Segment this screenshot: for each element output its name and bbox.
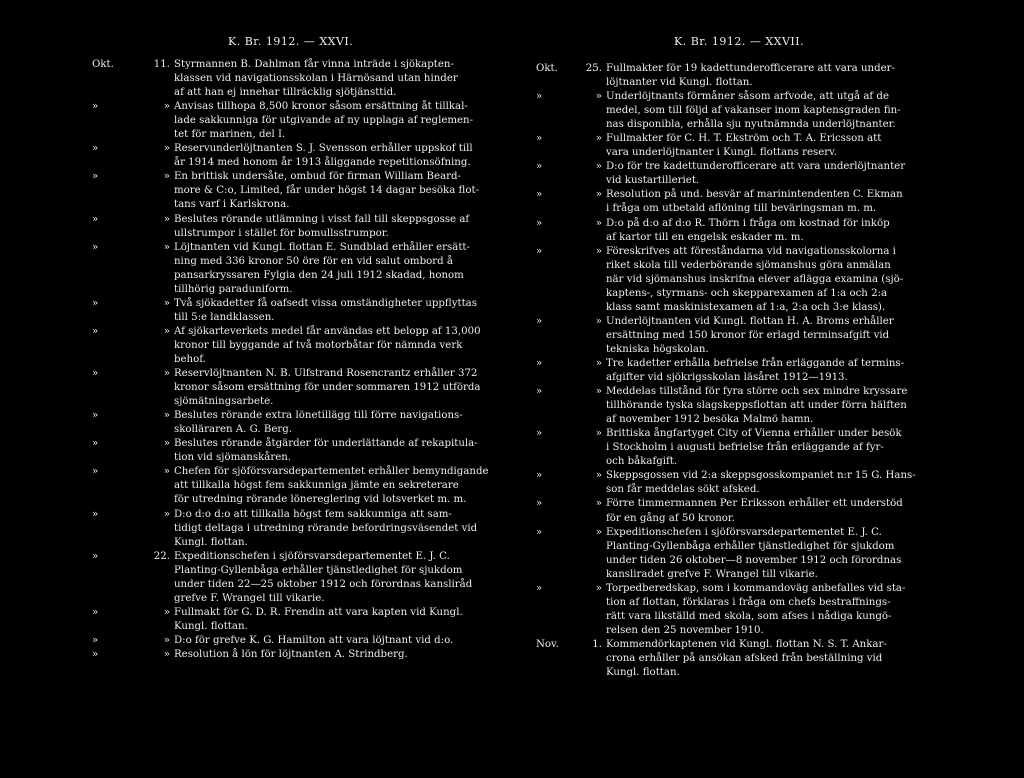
entry-list xyxy=(0,58,512,662)
entry-text: Löjtnanten vid Kungl. flottan E. Sundblad erhåller ersätt- ning med 336 kronor 50 öre för en vid salut ombord å pansarkryssaren Fylgia den 24 juli 1912 skadad, honom tillhörig paraduniform. xyxy=(174,241,470,295)
entry-text: Fullmakter för 19 kadettunderofficerare att vara under- löjtnanter vid Kungl. flottan. xyxy=(606,63,895,89)
entry-text: D:o för tre kadettunderofficerare att vara underlöjtnanter vid kustartilleriet. xyxy=(606,161,906,187)
list-item xyxy=(0,170,512,212)
entry-day: » xyxy=(595,245,602,257)
entry-month: » xyxy=(92,508,99,520)
entry-month: » xyxy=(92,101,99,113)
entry-month: » xyxy=(536,498,543,510)
entry-text: Fullmakt för G. D. R. Frendin att vara kapten vid Kungl. Kungl. flottan. xyxy=(174,606,463,632)
entry-text: Af sjökarteverkets medel får användas ett belopp af 13,000 kronor till byggande af två motorbåtar för nämnda verk behof. xyxy=(174,325,481,365)
list-item xyxy=(0,550,512,606)
entry-text: Chefen för sjöförsvarsdepartementet erhåller bemyndigande att tillkalla högst fem sakkunniga jämte en sekreterare för utredning rörande lönereglering vid lotsverket m. m. xyxy=(174,466,489,506)
entry-month: » xyxy=(536,386,543,398)
list-item xyxy=(536,385,1006,427)
entry-day: » xyxy=(163,606,170,618)
entry-text: En brittisk undersåte, ombud för firman William Beard- more & C:o, Limited, får under högst 14 dagar besöka flot- tans varf i Karlskrona. xyxy=(174,171,480,211)
entry-text: Beslutes rörande åtgärder för underlättande af rekapitula- tion vid sjömanskåren. xyxy=(174,438,478,464)
entry-day: » xyxy=(163,171,170,183)
entry-day: » xyxy=(163,466,170,478)
entry-day: » xyxy=(595,189,602,201)
entry-month: » xyxy=(92,171,99,183)
list-item xyxy=(0,409,512,437)
entry-day: » xyxy=(163,101,170,113)
entry-day: » xyxy=(163,508,170,520)
entry-day: » xyxy=(595,133,602,145)
entry-text: D:o på d:o af d:o R. Thörn i fråga om kostnad för inköp af kartor till en engelsk eskader m. m. xyxy=(606,217,890,243)
list-item xyxy=(0,213,512,241)
entry-text: Anvisas tillhopa 8,500 kronor såsom ersättning åt tillkal- lade sakkunniga för utgivande af ny upplaga af reglemen- tet för marinen, del I. xyxy=(174,101,474,141)
entry-month: » xyxy=(536,357,543,369)
list-item xyxy=(0,297,512,325)
list-item xyxy=(0,100,512,142)
list-item xyxy=(536,160,1006,188)
list-item xyxy=(536,132,1006,160)
entry-text: Beslutes rörande utlämning i visst fall till skeppsgosse af ullstrumpor i stället för bomullsstrumpor. xyxy=(174,213,470,239)
list-item xyxy=(536,497,1006,525)
list-item xyxy=(536,315,1006,357)
entry-text: D:o d:o d:o att tillkalla högst fem sakkunniga att sam- tidigt deltaga i utredning rörande befordringsväsendet vid Kungl. flottan. xyxy=(174,508,478,548)
entry-day: » xyxy=(163,648,170,660)
entry-day: » xyxy=(163,143,170,155)
entry-day: » xyxy=(595,315,602,327)
entry-day: » xyxy=(595,386,602,398)
list-item xyxy=(536,469,1006,497)
entry-month: » xyxy=(92,410,99,422)
entry-day: 1. xyxy=(592,638,602,650)
entry-day: » xyxy=(163,325,170,337)
entry-month: » xyxy=(536,526,543,538)
entry-text: Föreskrifves att föreståndarna vid navigationsskolorna i riket skola till vederbörande sjömanshus göra anmälan när vid sjömanshus inskrifna elever aflägga examina (sjö- kaptens-, styrmans- och skepparexamen af 1:a och 2:a klass samt maskinistexamen af 1:a, 2:a och 3:e klass). xyxy=(606,245,904,313)
entry-text: Torpedberedskap, som i kommandoväg anbefalles vid sta- tion af flottan, förklaras i fråga om chefs bestraffnings- rätt vara likställd med skola, som afses i nådiga kungö- relsen den 25 november 1910. xyxy=(606,582,906,636)
entry-month: » xyxy=(92,550,99,562)
entry-month: » xyxy=(92,213,99,225)
entry-text: Styrmannen B. Dahlman får vinna inträde i sjökapten- klassen vid navigationsskolan i Härnösand utan hinder af att han ej innehar tillräcklig sjötjänsttid. xyxy=(174,59,458,99)
entry-text: Resolution å lön för löjtnanten A. Strindberg. xyxy=(174,648,408,660)
list-item xyxy=(0,606,512,634)
entry-month: » xyxy=(92,634,99,646)
entry-day: » xyxy=(595,428,602,440)
entry-text: Fullmakter för C. H. T. Ekström och T. A. Ericsson att vara underlöjtnanter i Kungl. flottans reserv. xyxy=(606,133,882,159)
list-item xyxy=(536,188,1006,216)
entry-text: Förre timmermannen Per Eriksson erhåller ett understöd för en gång af 50 kronor. xyxy=(606,498,903,524)
list-item xyxy=(0,142,512,170)
entry-month: Okt. xyxy=(92,59,114,70)
entry-text: Beslutes rörande extra lönetillägg till förre navigations- skolläraren A. G. Berg. xyxy=(174,410,463,436)
list-item xyxy=(536,357,1006,385)
entry-month: » xyxy=(92,143,99,155)
list-item xyxy=(536,62,1006,90)
entry-month: » xyxy=(536,470,543,482)
entry-text: Skeppsgossen vid 2:a skeppsgosskompaniet n:r 15 G. Hans- son får meddelas sökt afsked. xyxy=(606,470,916,496)
entry-day: » xyxy=(595,498,602,510)
list-item xyxy=(536,245,1006,315)
entry-text: Underlöjtnanten vid Kungl. flottan H. A. Broms erhåller ersättning med 150 kronor för erlagd terminsafgift vid tekniska högskolan. xyxy=(606,315,894,355)
entry-day: » xyxy=(163,297,170,309)
entry-day: 22. xyxy=(153,550,170,562)
entry-day: » xyxy=(595,470,602,482)
entry-day: » xyxy=(595,161,602,173)
entry-month: » xyxy=(92,438,99,450)
entry-month: » xyxy=(92,368,99,380)
entry-month: » xyxy=(536,161,543,173)
entry-text: Meddelas tillstånd för fyra större och sex mindre kryssare tillhörande tyska slagskeppsflottan att under förra hälften af november 1912 besöka Malmö hamn. xyxy=(606,386,908,426)
entry-text: D:o för grefve K. G. Hamilton att vara löjtnant vid d:o. xyxy=(174,634,454,646)
entry-day: 11. xyxy=(153,59,170,70)
entry-day: » xyxy=(163,438,170,450)
entry-day: » xyxy=(595,217,602,229)
list-item xyxy=(536,526,1006,582)
entry-text: Expeditionschefen i sjöförsvarsdepartementet E. J. C. Planting-Gyllenbåga erhåller tjänstledighet för sjukdom under tiden 22—25 oktober 1912 och förordnas kansliråd grefve F. Wrangel till vikarie. xyxy=(174,550,473,604)
entry-text: Brittiska ångfartyget City of Vienna erhåller under besök i Stockholm i augusti befrielse från erläggande af fyr- och båkafgift. xyxy=(606,428,902,468)
list-item xyxy=(0,648,512,662)
page-header: K. Br. 1912. — XXVII. xyxy=(674,35,805,48)
entry-list xyxy=(536,62,1006,680)
entry-text: Tre kadetter erhålla befrielse från erläggande af termins- afgifter vid sjökrigsskolan läsåret 1912—1913. xyxy=(606,357,905,384)
entry-month: » xyxy=(536,582,543,594)
entry-month: Nov. xyxy=(536,638,559,650)
entry-month: » xyxy=(536,428,543,440)
entry-month: » xyxy=(536,245,543,257)
entry-text: Två sjökadetter få oafsedt vissa omständigheter uppflyttas till 5:e landklassen. xyxy=(174,297,477,323)
entry-month: » xyxy=(92,606,99,618)
entry-month: » xyxy=(536,315,543,327)
list-item xyxy=(0,241,512,297)
entry-month: » xyxy=(92,297,99,309)
entry-day: » xyxy=(595,582,602,594)
list-item xyxy=(536,217,1006,245)
list-item xyxy=(536,427,1006,469)
entry-month: » xyxy=(536,217,543,229)
entry-text: Reservunderlöjtnanten S. J. Svensson erhåller uppskof till år 1914 med honom år 1913 åliggande repetitionsöfning. xyxy=(174,143,473,169)
entry-day: » xyxy=(595,526,602,538)
entry-month: » xyxy=(536,189,543,201)
entry-month: » xyxy=(92,466,99,478)
entry-day: » xyxy=(163,368,170,380)
list-item xyxy=(0,634,512,648)
entry-day: 25. xyxy=(585,63,602,74)
entry-text: Expeditionschefen i sjöförsvarsdepartementet E. J. C. Planting-Gyllenbåga erhåller tjänstledighet för sjukdom under tiden 26 oktober—8 november 1912 och förordnas kansliradet grefve F. Wrangel till vikarie. xyxy=(606,526,902,580)
entry-day: » xyxy=(163,410,170,422)
entry-text: Underlöjtnants förmåner såsom arfvode, att utgå af de medel, som till följd af vakanser inom kaptensgraden fin- nas disponibla, erhålla sju nyutnämnda underlöjtnanter. xyxy=(606,91,901,131)
entry-month: Okt. xyxy=(536,63,558,74)
list-item xyxy=(0,437,512,465)
list-item xyxy=(536,638,1006,680)
list-item xyxy=(0,465,512,507)
entry-day: » xyxy=(163,241,170,253)
list-item xyxy=(0,58,512,100)
right-page xyxy=(536,0,1006,778)
page-header: K. Br. 1912. — XXVI. xyxy=(228,35,354,48)
list-item xyxy=(536,582,1006,638)
entry-month: » xyxy=(536,133,543,145)
entry-day: » xyxy=(163,634,170,646)
entry-day: » xyxy=(595,91,602,103)
entry-month: » xyxy=(92,648,99,660)
entry-month: » xyxy=(536,91,543,103)
entry-text: Reservlöjtnanten N. B. Ulfstrand Rosencrantz erhåller 372 kronor såsom ersättning för under sommaren 1912 utförda sjömätningsarbete. xyxy=(174,368,481,408)
list-item xyxy=(0,325,512,367)
entry-text: Kommendörkaptenen vid Kungl. flottan N. S. T. Ankar- crona erhåller på ansökan afsked från beställning vid Kungl. flottan. xyxy=(606,638,887,679)
list-item xyxy=(0,508,512,550)
list-item xyxy=(536,90,1006,132)
entry-day: » xyxy=(163,213,170,225)
entry-day: » xyxy=(595,357,602,369)
list-item xyxy=(0,367,512,409)
entry-month: » xyxy=(92,325,99,337)
entry-text: Resolution på und. besvär af marinintendenten C. Ekman i fråga om utbetald aflöning till beväringsman m. m. xyxy=(606,189,903,215)
entry-month: » xyxy=(92,241,99,253)
